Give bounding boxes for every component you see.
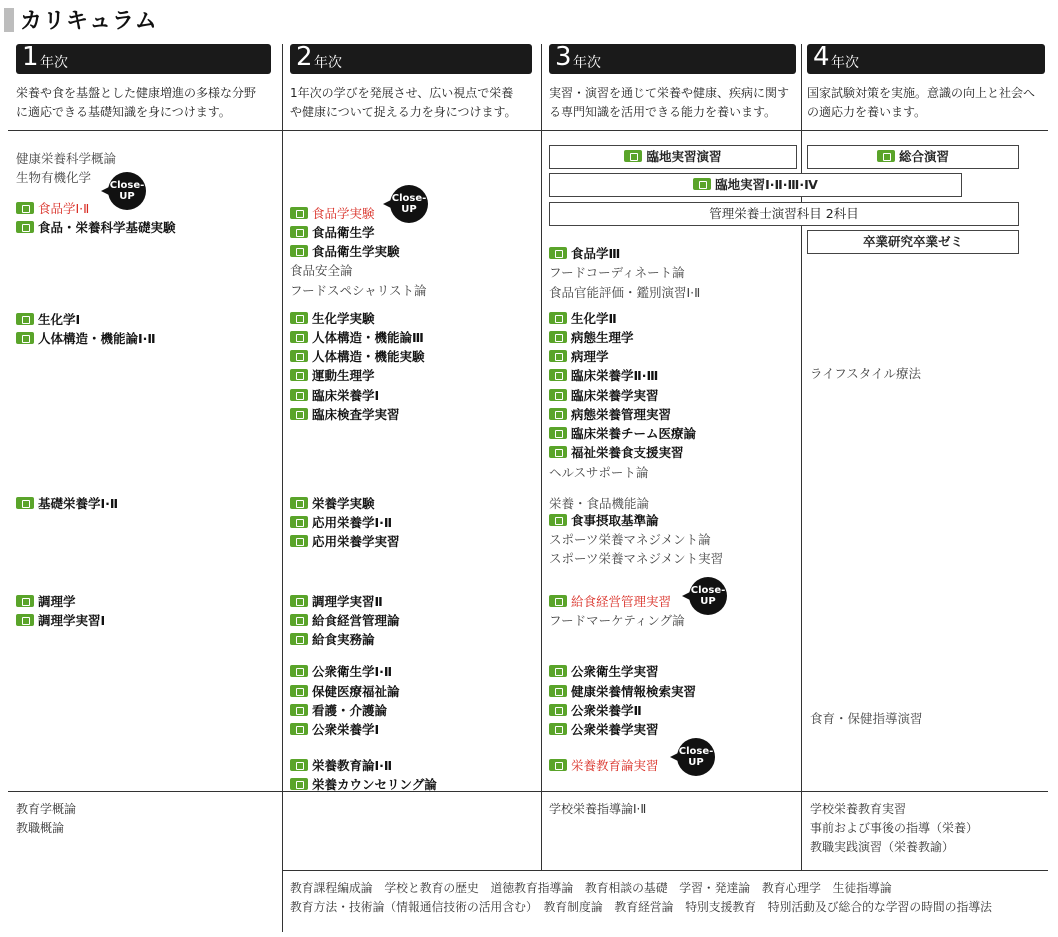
course-col2-1 <box>290 224 375 242</box>
course-label: スポーツ栄養マネジメント論 <box>549 532 711 547</box>
course-label: 給食経営管理論 <box>312 613 400 628</box>
course-col2-2 <box>290 243 400 261</box>
teaching-bottom <box>290 879 992 917</box>
course-col3-3 <box>549 310 617 328</box>
course-label: 食事摂取基準論 <box>571 513 659 528</box>
course-label: 食品学実験 <box>312 206 375 221</box>
required-icon <box>290 685 308 697</box>
course-col1-3 <box>16 219 176 237</box>
required-icon <box>290 408 308 420</box>
course-col2-8 <box>290 367 375 385</box>
year-header-1 <box>16 44 271 74</box>
course-label: 給食実務論 <box>312 632 375 647</box>
course-col2-11 <box>290 495 375 513</box>
course-label: 保健医療福祉論 <box>312 684 400 699</box>
course-label: 調理学実習Ⅱ <box>312 594 383 609</box>
course-col2-21 <box>290 757 392 775</box>
year-desc-4 <box>807 84 1035 122</box>
required-icon <box>549 369 567 381</box>
course-col2-7 <box>290 348 425 366</box>
column-divider <box>541 44 542 870</box>
teaching-course-line: 教育方法・技術論（情報通信技術の活用含む） 教育制度論 教育経営論 特別支援教育 特別活動及び総合的な学習の時間の指導法 <box>290 900 992 914</box>
course-col3-11 <box>549 464 648 482</box>
course-col4-1 <box>810 710 923 728</box>
required-icon <box>877 150 895 162</box>
required-icon <box>290 595 308 607</box>
year-desc-2 <box>290 84 517 122</box>
course-col1-0 <box>16 150 116 168</box>
desc-line: 実習・演習を通じて栄養や健康、疾病に関す <box>549 86 790 100</box>
required-icon <box>290 226 308 238</box>
year-num: 4 <box>813 42 830 72</box>
course-col2-15 <box>290 612 400 630</box>
year-desc-1 <box>16 84 256 122</box>
course-label: 食品安全論 <box>290 263 353 278</box>
required-icon <box>290 389 308 401</box>
teaching-col1 <box>16 800 76 838</box>
required-icon <box>290 535 308 547</box>
title-accent <box>4 8 14 32</box>
course-col2-18 <box>290 683 400 701</box>
course-col3-0 <box>549 245 620 263</box>
required-icon <box>549 247 567 259</box>
course-col3-10 <box>549 444 684 462</box>
required-icon <box>290 704 308 716</box>
required-icon <box>290 665 308 677</box>
required-icon <box>549 704 567 716</box>
required-icon <box>16 221 34 233</box>
required-icon <box>549 595 567 607</box>
desc-line: の適応力を養います。 <box>807 105 927 119</box>
required-icon <box>290 516 308 528</box>
required-icon <box>624 150 642 162</box>
required-icon <box>549 331 567 343</box>
course-label: 病態生理学 <box>571 330 634 345</box>
required-icon <box>290 245 308 257</box>
course-label: 臨床栄養学Ⅱ·Ⅲ <box>571 368 659 383</box>
course-col2-13 <box>290 533 400 551</box>
course-col2-20 <box>290 721 379 739</box>
closeup-text: UP <box>119 191 135 202</box>
required-icon <box>16 497 34 509</box>
required-icon <box>16 614 34 626</box>
course-col3-15 <box>549 550 723 568</box>
course-col2-22 <box>290 776 437 794</box>
required-icon <box>290 312 308 324</box>
course-col1-5 <box>16 330 156 348</box>
course-label: 臨床栄養学実習 <box>571 388 659 403</box>
closeup-badge-1[interactable] <box>108 172 146 210</box>
course-label: 健康栄養科学概論 <box>16 151 117 166</box>
course-label: 公衆衛生学実習 <box>571 664 659 679</box>
teaching-col4 <box>810 800 978 857</box>
required-icon <box>290 497 308 509</box>
required-icon <box>693 178 711 190</box>
course-label: フードコーディネート論 <box>549 265 685 280</box>
course-col2-3 <box>290 262 353 280</box>
required-icon <box>549 312 567 324</box>
course-col1-1 <box>16 169 91 187</box>
course-col3-9 <box>549 425 696 443</box>
course-col3-6 <box>549 367 658 385</box>
course-col3-12 <box>549 495 649 513</box>
required-icon <box>549 514 567 526</box>
course-col3-8 <box>549 406 671 424</box>
box-label: 臨地実習演習 <box>646 149 722 164</box>
course-label: 臨床栄養学Ⅰ <box>312 388 380 403</box>
course-label: 食品学Ⅲ <box>571 246 621 261</box>
course-col3-2 <box>549 284 700 302</box>
required-icon <box>290 633 308 645</box>
course-col2-14 <box>290 593 383 611</box>
course-label: 臨床栄養チーム医療論 <box>571 426 697 441</box>
required-icon <box>290 723 308 735</box>
required-icon <box>290 207 308 219</box>
course-label: 運動生理学 <box>312 368 375 383</box>
course-label: 人体構造・機能論Ⅲ <box>312 330 424 345</box>
closeup-badge-2[interactable] <box>390 185 428 223</box>
year-suffix: 年次 <box>40 55 68 71</box>
teaching-col3 <box>549 800 646 819</box>
required-icon <box>290 350 308 362</box>
closeup-text: Close- <box>690 585 726 596</box>
year-header-2 <box>290 44 532 74</box>
desc-line: 1年次の学びを発展させ、広い視点で栄養 <box>290 86 514 100</box>
course-col1-2 <box>16 200 89 218</box>
course-col2-0 <box>290 205 375 223</box>
desc-line: や健康について捉える力を身につけます。 <box>290 105 517 119</box>
course-col2-9 <box>290 387 379 405</box>
required-icon <box>16 595 34 607</box>
box-label: 総合演習 <box>898 149 949 164</box>
course-label: 栄養・食品機能論 <box>549 496 650 511</box>
course-label: 生化学Ⅰ <box>38 312 81 327</box>
course-col3-4 <box>549 329 634 347</box>
course-label: 臨床検査学実習 <box>312 407 400 422</box>
required-icon <box>290 369 308 381</box>
course-col3-22 <box>549 757 659 775</box>
course-col2-19 <box>290 702 387 720</box>
course-label: 栄養カウンセリング論 <box>312 777 437 792</box>
course-col3-17 <box>549 612 685 630</box>
teaching-course: 教育学概論 <box>16 802 77 816</box>
course-label: 栄養学実験 <box>312 496 375 511</box>
course-label: スポーツ栄養マネジメント実習 <box>549 551 724 566</box>
course-label: 食品官能評価・鑑別演習Ⅰ·Ⅱ <box>549 285 701 300</box>
box-sogo-enshu <box>807 145 1019 169</box>
course-label: 調理学実習Ⅰ <box>38 613 106 628</box>
closeup-text: UP <box>688 757 704 768</box>
closeup-text: UP <box>700 596 716 607</box>
required-icon <box>549 723 567 735</box>
course-col3-5 <box>549 348 609 366</box>
course-label: 健康栄養情報検索実習 <box>571 684 697 699</box>
desc-line: 栄養や食を基盤とした健康増進の多様な分野 <box>16 86 257 100</box>
required-icon <box>16 313 34 325</box>
year-num: 3 <box>555 42 572 72</box>
year-num: 1 <box>22 42 39 72</box>
required-icon <box>549 427 567 439</box>
closeup-badge-3[interactable] <box>689 577 727 615</box>
course-col3-13 <box>549 512 659 530</box>
course-label: 生化学Ⅱ <box>571 311 617 326</box>
course-label: 食品衛生学 <box>312 225 375 240</box>
required-icon <box>16 202 34 214</box>
course-label: 食品衛生学実験 <box>312 244 400 259</box>
course-label: 栄養教育論Ⅰ·Ⅱ <box>312 758 393 773</box>
course-col2-17 <box>290 663 392 681</box>
teaching-course: 教職実践演習（栄養教諭） <box>810 840 955 854</box>
required-icon <box>290 614 308 626</box>
teaching-course: 学校栄養指導論Ⅰ·Ⅱ <box>549 802 647 816</box>
teaching-course-line: 教育課程編成論 学校と教育の歴史 道徳教育指導論 教育相談の基礎 学習・発達論 教育心理学 生徒指導論 <box>290 881 892 895</box>
required-icon <box>549 350 567 362</box>
course-col2-10 <box>290 406 400 424</box>
box-label: 卒業研究卒業ゼミ <box>862 234 963 249</box>
closeup-text: Close- <box>109 180 145 191</box>
course-label: 給食経営管理実習 <box>571 594 672 609</box>
required-icon <box>290 759 308 771</box>
course-col1-7 <box>16 593 76 611</box>
closeup-text: Close- <box>391 193 427 204</box>
course-col3-14 <box>549 531 711 549</box>
teaching-course: 事前および事後の指導（栄養） <box>810 821 979 835</box>
course-col3-18 <box>549 663 659 681</box>
course-col2-16 <box>290 631 375 649</box>
column-divider <box>801 44 802 870</box>
course-label: 応用栄養学Ⅰ·Ⅱ <box>312 515 393 530</box>
course-label: 応用栄養学実習 <box>312 534 400 549</box>
course-col3-21 <box>549 721 659 739</box>
required-icon <box>290 331 308 343</box>
course-col1-8 <box>16 612 105 630</box>
course-col3-19 <box>549 683 696 701</box>
year-suffix: 年次 <box>831 55 859 71</box>
course-label: 調理学 <box>38 594 76 609</box>
required-icon <box>549 685 567 697</box>
course-label: ヘルスサポート論 <box>549 465 649 480</box>
course-label: 食品学Ⅰ·Ⅱ <box>38 201 90 216</box>
page-title: カリキュラム <box>20 9 158 34</box>
year-desc-3 <box>549 84 789 122</box>
desc-line: に適応できる基礎知識を身につけます。 <box>16 105 231 119</box>
course-label: 病理学 <box>571 349 609 364</box>
box-kanri-enshu <box>549 202 1019 226</box>
teaching-course: 教職概論 <box>16 821 65 835</box>
course-label: フードスペシャリスト論 <box>290 283 427 298</box>
required-icon <box>549 665 567 677</box>
closeup-text: UP <box>401 204 417 215</box>
box-rinchi-enshu <box>549 145 797 169</box>
course-label: 基礎栄養学Ⅰ·Ⅱ <box>38 496 119 511</box>
course-label: 公衆衛生学Ⅰ·Ⅱ <box>312 664 393 679</box>
teaching-course: 学校栄養教育実習 <box>810 802 907 816</box>
row-divider <box>8 130 1048 131</box>
row-divider <box>282 870 1048 871</box>
course-col3-1 <box>549 264 685 282</box>
box-label: 管理栄養士演習科目 2科目 <box>709 206 859 221</box>
year-header-3 <box>549 44 796 74</box>
required-icon <box>549 446 567 458</box>
course-col3-20 <box>549 702 642 720</box>
required-icon <box>549 408 567 420</box>
required-icon <box>549 389 567 401</box>
year-suffix: 年次 <box>573 55 601 71</box>
course-col2-12 <box>290 514 392 532</box>
course-label: 病態栄養管理実習 <box>571 407 672 422</box>
required-icon <box>16 332 34 344</box>
course-col2-5 <box>290 310 375 328</box>
course-label: 食育・保健指導演習 <box>810 711 923 726</box>
course-col1-4 <box>16 311 80 329</box>
course-label: 食品・栄養科学基礎実験 <box>38 220 176 235</box>
box-rinchi-jisshu <box>549 173 962 197</box>
course-col2-6 <box>290 329 424 347</box>
course-label: フードマーケティング論 <box>549 613 685 628</box>
year-suffix: 年次 <box>314 55 342 71</box>
box-sotsuken <box>807 230 1019 254</box>
course-label: 福祉栄養食支援実習 <box>571 445 684 460</box>
course-col3-7 <box>549 387 659 405</box>
course-label: 生物有機化学 <box>16 170 92 185</box>
course-label: 人体構造・機能論Ⅰ·Ⅱ <box>38 331 156 346</box>
column-divider <box>282 44 283 932</box>
course-col3-16 <box>549 593 671 611</box>
closeup-text: Close- <box>678 746 714 757</box>
course-label: 看護・介護論 <box>312 703 388 718</box>
course-col1-6 <box>16 495 118 513</box>
course-col2-4 <box>290 282 427 300</box>
row-divider <box>8 791 1048 792</box>
required-icon <box>549 759 567 771</box>
desc-line: 国家試験対策を実施。意識の向上と社会へ <box>807 86 1036 100</box>
year-header-4 <box>807 44 1045 74</box>
required-icon <box>290 778 308 790</box>
course-col4-0 <box>810 365 921 383</box>
box-label: 臨地実習Ⅰ·Ⅱ·Ⅲ·Ⅳ <box>715 177 818 192</box>
course-label: 人体構造・機能実験 <box>312 349 425 364</box>
course-label: 公衆栄養学Ⅱ <box>571 703 642 718</box>
closeup-badge-4[interactable] <box>677 738 715 776</box>
course-label: 栄養教育論実習 <box>571 758 659 773</box>
course-label: 公衆栄養学Ⅰ <box>312 722 380 737</box>
course-label: 生化学実験 <box>312 311 375 326</box>
course-label: ライフスタイル療法 <box>810 366 922 381</box>
year-num: 2 <box>296 42 313 72</box>
course-label: 公衆栄養学実習 <box>571 722 659 737</box>
desc-line: る専門知識を活用できる能力を養います。 <box>549 105 777 119</box>
